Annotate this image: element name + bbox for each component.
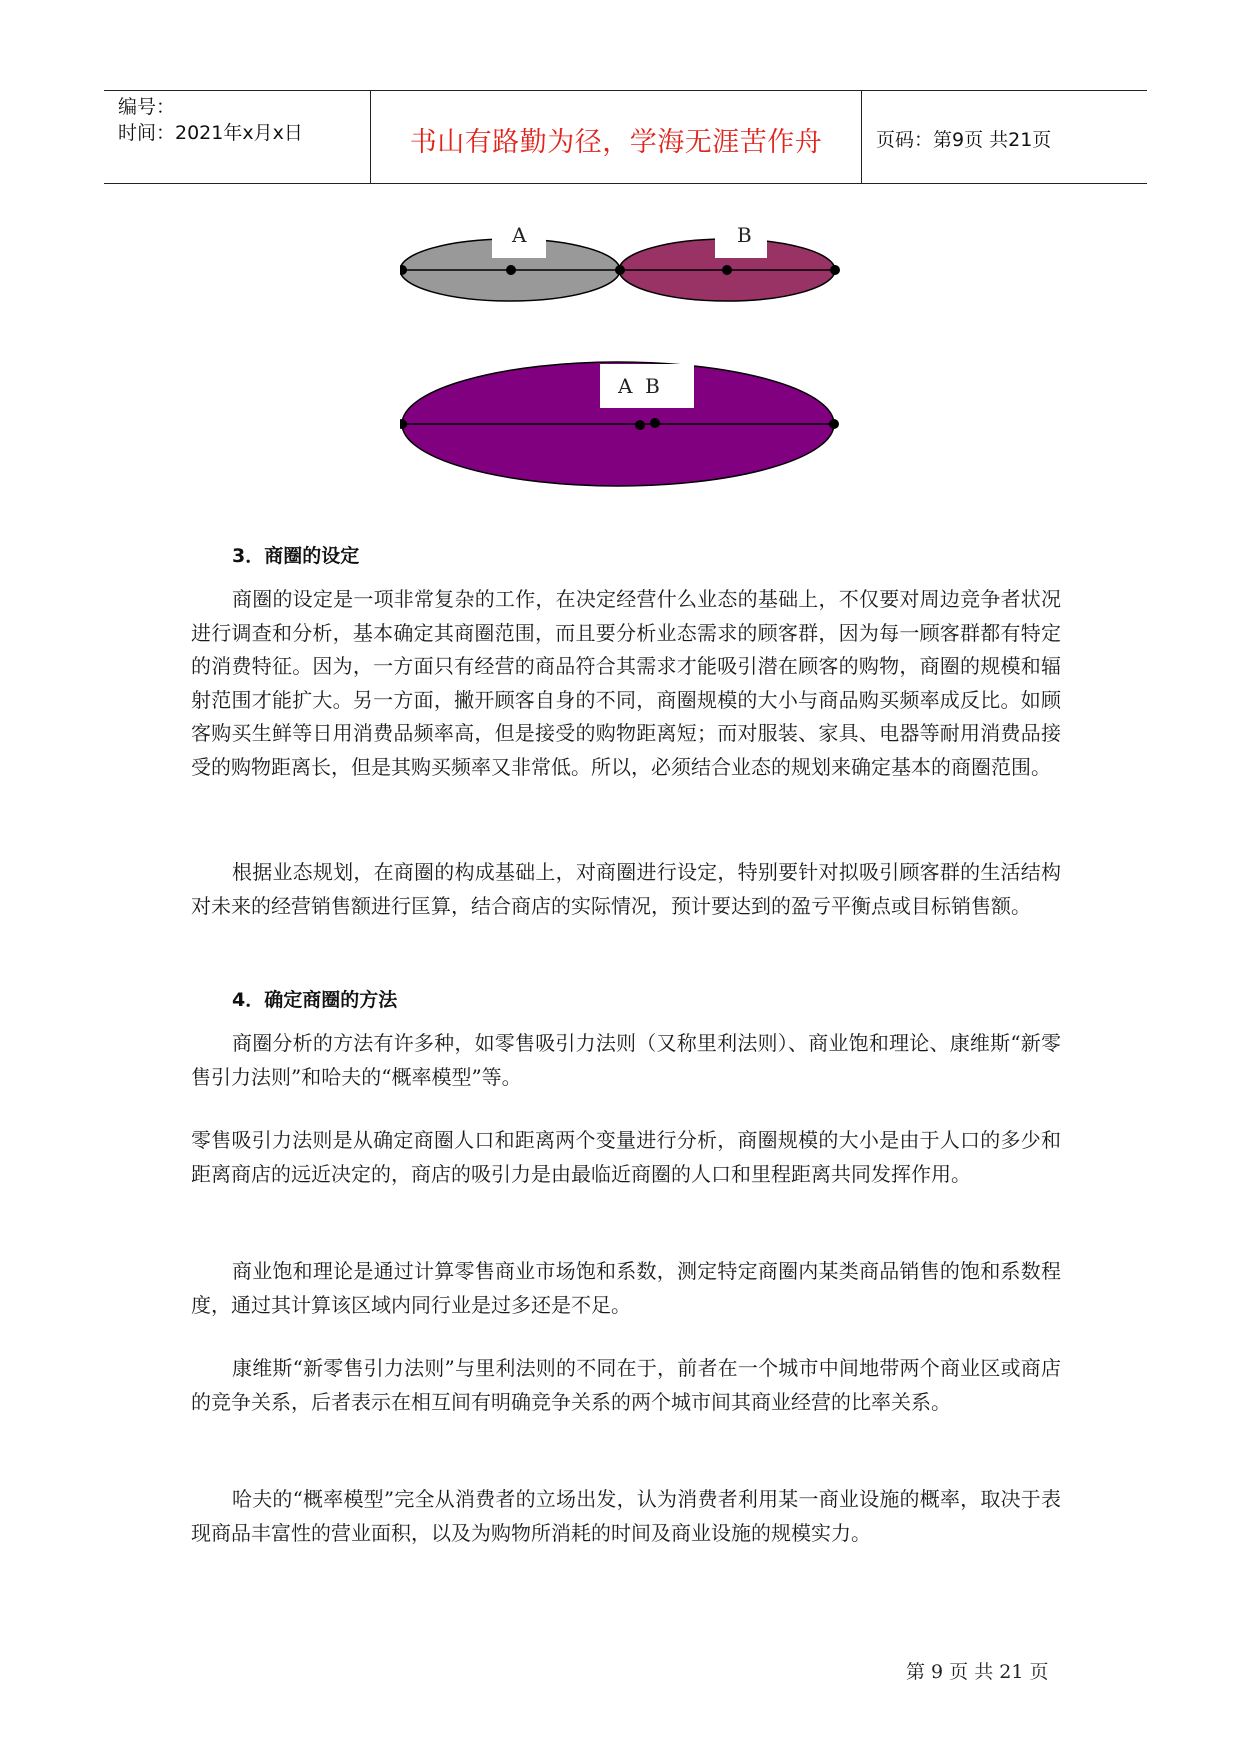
section-3-paragraph-2: 根据业态规划，在商圈的构成基础上，对商圈进行设定，特别要针对拟吸引顾客群的生活结构对未来的经营销售额进行匡算，结合商店的实际情况，预计要达到的盈亏平衡点或目标销售额。 (191, 860, 1061, 918)
document-time-label: 时间：2021年x月x日 (118, 122, 303, 144)
trade-area-diagram (400, 210, 870, 500)
section-4-paragraph-4: 康维斯“新零售引力法则”与里利法则的不同在于，前者在一个城市中间地带两个商业区或商店的竞争关系，后者表示在相互间有明确竞争关系的两个城市间其商业经营的比率关系。 (191, 1356, 1061, 1414)
label-b: B (737, 223, 752, 247)
section-4-paragraph-3: 商业饱和理论是通过计算零售商业市场饱和系数，测定特定商圈内某类商品销售的饱和系数程度，通过其计算该区域内同行业是过多还是不足。 (191, 1259, 1061, 1317)
section-3-paragraph-1: 商圈的设定是一项非常复杂的工作，在决定经营什么业态的基础上，不仅要对周边竞争者状况进行调查和分析，基本确定其商圈范围，而且要分析业态需求的顾客群，因为每一顾客群都有特定的消费特征。因为，一方面只有经营的商品符合其需求才能吸引潜在顾客的购物，商圈的规模和辐射范围才能扩大。另一方面，撇开顾客自身的不同，商圈规模的大小与商品购买频率成反比。如顾客购买生鲜等日用消费品频率高，但是接受的购物距离短；而对服装、家具、电器等耐用消费品接受的购物距离长，但是其购买频率又非常低。所以，必须结合业态的规划来确定基本的商圈范围。 (191, 587, 1061, 779)
header-page-number: 页码：第9页 共21页 (876, 129, 1052, 151)
section-4-paragraph-5: 哈夫的“概率模型”完全从消费者的立场出发，认为消费者利用某一商业设施的概率，取决于表现商品丰富性的营业面积，以及为购物所消耗的时间及商业设施的规模实力。 (191, 1487, 1061, 1545)
header-meta (118, 94, 303, 146)
point-combined-right (829, 419, 839, 429)
document-number-label: 编号： (118, 96, 176, 118)
point-combined-a (635, 420, 645, 430)
header-motto: 书山有路勤为径，学海无涯苦作舟 (409, 127, 823, 158)
label-ab: A B (618, 374, 660, 398)
point-combined-b (650, 418, 660, 428)
point-b-right (830, 265, 840, 275)
footer-page-number: 第 9 页 共 21 页 (906, 1661, 1049, 1683)
header-bottom-rule (104, 183, 1147, 184)
header-top-rule (104, 90, 1147, 91)
header-divider-right (861, 90, 862, 183)
section-4-paragraph-1: 商圈分析的方法有许多种，如零售吸引力法则（又称里利法则）、商业饱和理论、康维斯“新零售引力法则”和哈夫的“概率模型”等。 (191, 1031, 1061, 1089)
point-ab-touch (615, 265, 625, 275)
point-b-center (722, 265, 732, 275)
section-4-paragraph-2: 零售吸引力法则是从确定商圈人口和距离两个变量进行分析，商圈规模的大小是由于人口的多少和距离商店的远近决定的，商店的吸引力是由最临近商圈的人口和里程距离共同发挥作用。 (191, 1128, 1061, 1186)
label-a: A (512, 223, 527, 247)
section-heading-4: 4．确定商圈的方法 (232, 989, 398, 1011)
point-a-center (506, 265, 516, 275)
section-heading-3: 3．商圈的设定 (232, 545, 360, 567)
